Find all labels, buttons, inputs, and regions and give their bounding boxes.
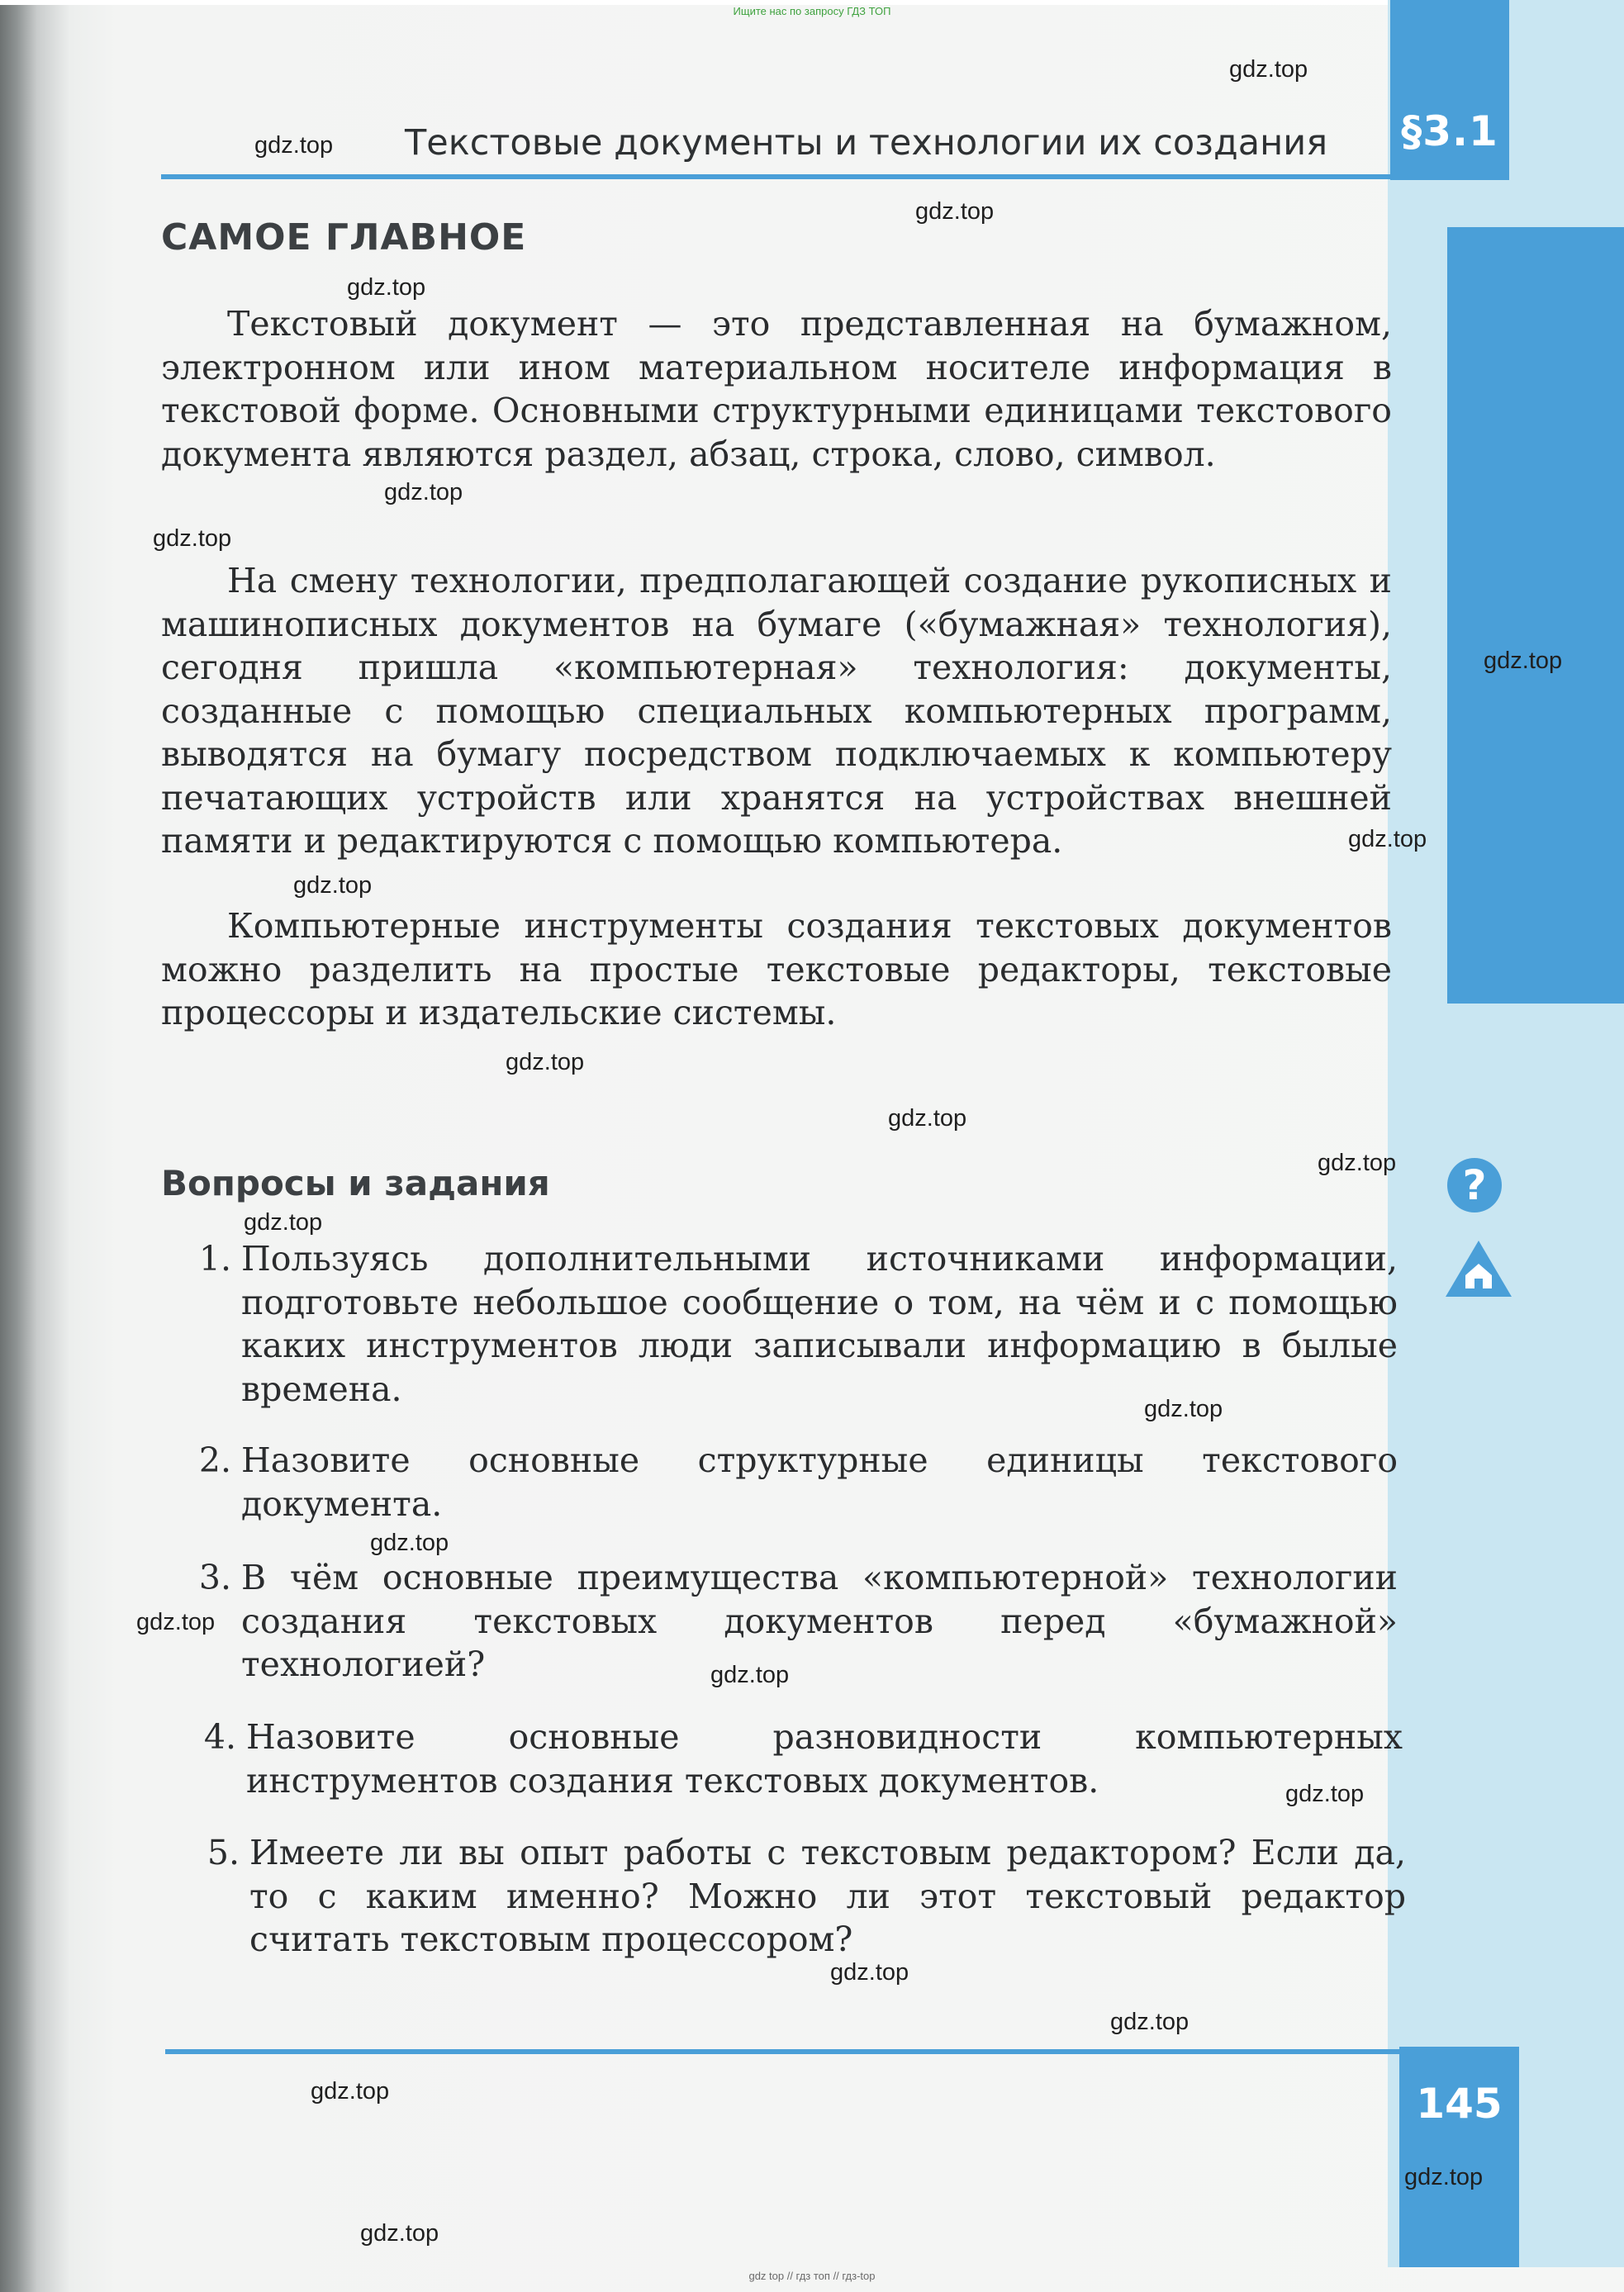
question-number: 1. xyxy=(198,1239,231,1279)
questions-heading: Вопросы и задания xyxy=(161,1163,550,1203)
question-number: 2. xyxy=(198,1440,231,1480)
question-number: 4. xyxy=(203,1717,236,1757)
question-text: Имеете ли вы опыт работы с текстовым редактором? Если да, то с каким именно? Можно ли этот текстовый редактор считать текстовым процессором? xyxy=(249,1833,1406,1959)
watermark: gdz.top xyxy=(254,132,334,159)
watermark: gdz.top xyxy=(830,1959,909,1986)
watermark: gdz.top xyxy=(1348,826,1427,852)
watermark: gdz.top xyxy=(384,479,463,505)
watermark: gdz.top xyxy=(1110,2009,1190,2035)
home-icon xyxy=(1444,1239,1513,1300)
bottom-note: gdz top // гдз топ // гдз-top xyxy=(748,2270,876,2282)
side-color-bar xyxy=(1447,227,1624,1004)
main-heading: САМОЕ ГЛАВНОЕ xyxy=(161,216,527,259)
watermark: gdz.top xyxy=(136,1609,216,1635)
watermark: gdz.top xyxy=(244,1209,323,1236)
page-header-title: Текстовые документы и технологии их создания xyxy=(405,122,1328,164)
question-number: 3. xyxy=(198,1558,231,1597)
paragraph-text: Текстовый документ — это представленная на бумажном, электронном или ином материальном носителе информация в текстовой форме. Основными структурными единицами текстового документа являются раздел, абзац, строка, слово, символ. xyxy=(161,304,1392,474)
paragraph-technology xyxy=(161,559,1392,863)
watermark: gdz.top xyxy=(153,525,232,552)
paragraph-text: На смену технологии, предполагающей создание рукописных и машинописных документов на бумаге («бумажная» технология), сегодня пришла «компьютерная» технология: документы, созданные с помощью специальных компьютерных программ, выводятся на бумагу посредством подключаемых к компьютеру печатающих устройств или хранятся на устройствах внешней памяти и редактируются с помощью компьютера. xyxy=(161,561,1392,861)
top-note: Ищите нас по запросу ГДЗ ТОП xyxy=(733,5,891,17)
paragraph-text: Компьютерные инструменты создания текстовых документов можно разделить на простые текстовые редакторы, текстовые процессоры и издательские системы. xyxy=(161,906,1392,1032)
question-text: Пользуясь дополнительными источниками информации, подготовьте небольшое сообщение о том, на чём и с помощью каких инструментов люди записывали информацию в былые времена. xyxy=(241,1239,1398,1409)
watermark: gdz.top xyxy=(506,1049,585,1075)
watermark: gdz.top xyxy=(1484,648,1563,674)
question-icon xyxy=(1446,1156,1503,1214)
question-text: В чём основные преимущества «компьютерной» технологии создания текстовых документов перед «бумажной» технологией? xyxy=(241,1558,1398,1684)
watermark: gdz.top xyxy=(915,198,995,225)
question-number: 5. xyxy=(207,1833,240,1872)
section-label: §3.1 xyxy=(1401,107,1498,155)
watermark: gdz.top xyxy=(370,1530,449,1556)
watermark: gdz.top xyxy=(311,2078,390,2105)
question-text: Назовите основные структурные единицы текстового документа. xyxy=(241,1440,1398,1524)
header-rule xyxy=(161,174,1392,179)
question-text: Назовите основные разновидности компьютерных инструментов создания текстовых документов. xyxy=(246,1717,1403,1801)
watermark: gdz.top xyxy=(1144,1396,1223,1422)
watermark: gdz.top xyxy=(1318,1150,1397,1176)
watermark: gdz.top xyxy=(710,1662,790,1688)
paragraph-tools xyxy=(161,904,1392,1035)
watermark: gdz.top xyxy=(293,872,373,899)
footer-rule xyxy=(165,2049,1400,2054)
watermark: gdz.top xyxy=(1404,2164,1484,2190)
watermark: gdz.top xyxy=(360,2220,439,2247)
paragraph-definition xyxy=(161,302,1392,476)
watermark: gdz.top xyxy=(1229,56,1308,83)
watermark: gdz.top xyxy=(888,1105,967,1132)
svg-text:?: ? xyxy=(1462,1161,1487,1209)
watermark: gdz.top xyxy=(1285,1781,1365,1807)
watermark: gdz.top xyxy=(347,274,426,301)
page-number: 145 xyxy=(1416,2080,1503,2128)
